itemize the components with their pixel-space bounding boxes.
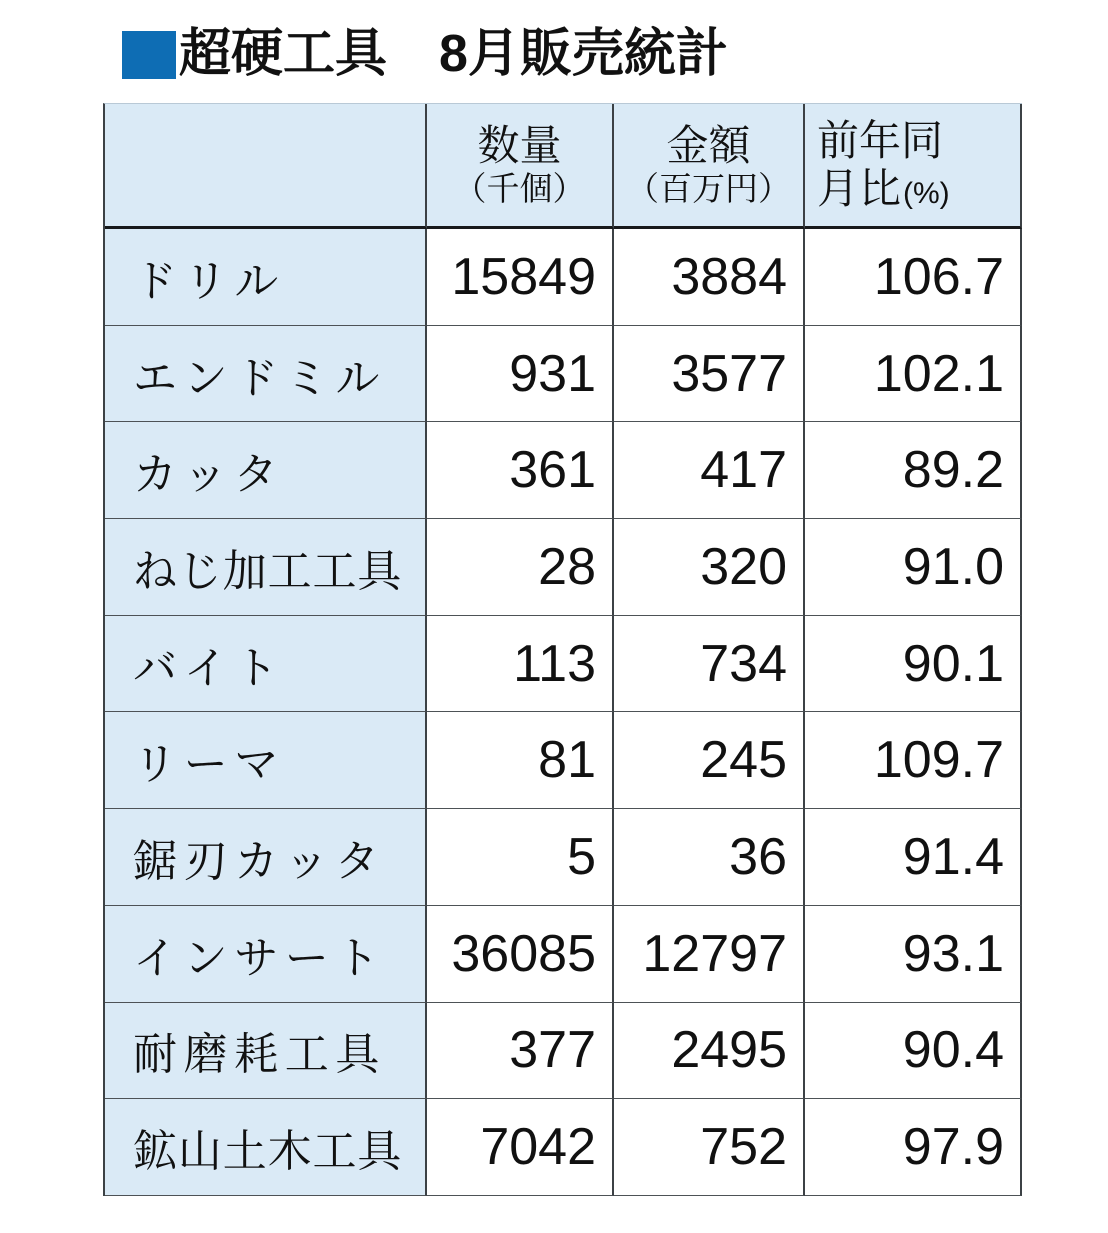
header-amount-label: 金額 bbox=[666, 121, 751, 169]
header-product-column bbox=[105, 104, 427, 229]
sales-statistics-table bbox=[103, 103, 1022, 1196]
yoy-cell: 91.0 bbox=[805, 519, 1022, 616]
yoy-cell: 90.1 bbox=[805, 616, 1022, 713]
quantity-cell: 36085 bbox=[427, 906, 614, 1003]
amount-cell: 417 bbox=[614, 422, 805, 519]
yoy-cell: 106.7 bbox=[805, 229, 1022, 326]
product-label: カッタ bbox=[105, 422, 427, 519]
product-label: バイト bbox=[105, 616, 427, 713]
header-yoy-unit: (%) bbox=[903, 177, 950, 210]
page-title-row bbox=[122, 26, 728, 83]
product-label: 鋸刃カッタ bbox=[105, 809, 427, 906]
yoy-cell: 93.1 bbox=[805, 906, 1022, 1003]
header-yoy-label-line1: 前年同 bbox=[817, 116, 944, 164]
amount-cell: 36 bbox=[614, 809, 805, 906]
header-amount-unit: （百万円） bbox=[626, 170, 791, 208]
amount-cell: 245 bbox=[614, 712, 805, 809]
product-label: 耐磨耗工具 bbox=[105, 1003, 427, 1100]
yoy-cell: 102.1 bbox=[805, 326, 1022, 423]
product-label: ねじ加工工具 bbox=[105, 519, 427, 616]
yoy-cell: 97.9 bbox=[805, 1099, 1022, 1196]
amount-cell: 320 bbox=[614, 519, 805, 616]
title-accent-square-icon bbox=[122, 31, 176, 79]
yoy-cell: 109.7 bbox=[805, 712, 1022, 809]
product-label: インサート bbox=[105, 906, 427, 1003]
header-quantity-unit: （千個） bbox=[453, 170, 586, 208]
header-amount bbox=[614, 104, 805, 229]
product-label: ドリル bbox=[105, 229, 427, 326]
quantity-cell: 28 bbox=[427, 519, 614, 616]
quantity-cell: 81 bbox=[427, 712, 614, 809]
product-label: 鉱山土木工具 bbox=[105, 1099, 427, 1196]
product-label: リーマ bbox=[105, 712, 427, 809]
quantity-cell: 7042 bbox=[427, 1099, 614, 1196]
quantity-cell: 113 bbox=[427, 616, 614, 713]
header-yoy bbox=[805, 104, 1022, 229]
yoy-cell: 91.4 bbox=[805, 809, 1022, 906]
product-label: エンドミル bbox=[105, 326, 427, 423]
quantity-cell: 361 bbox=[427, 422, 614, 519]
yoy-cell: 89.2 bbox=[805, 422, 1022, 519]
quantity-cell: 5 bbox=[427, 809, 614, 906]
header-quantity bbox=[427, 104, 614, 229]
amount-cell: 752 bbox=[614, 1099, 805, 1196]
amount-cell: 12797 bbox=[614, 906, 805, 1003]
quantity-cell: 377 bbox=[427, 1003, 614, 1100]
amount-cell: 3884 bbox=[614, 229, 805, 326]
page-title: 超硬工具 8月販売統計 bbox=[179, 25, 728, 83]
header-quantity-label: 数量 bbox=[477, 121, 562, 169]
header-yoy-label-line2 bbox=[817, 165, 950, 213]
amount-cell: 734 bbox=[614, 616, 805, 713]
quantity-cell: 931 bbox=[427, 326, 614, 423]
amount-cell: 3577 bbox=[614, 326, 805, 423]
header-yoy-label2: 月比 bbox=[817, 165, 902, 212]
yoy-cell: 90.4 bbox=[805, 1003, 1022, 1100]
quantity-cell: 15849 bbox=[427, 229, 614, 326]
amount-cell: 2495 bbox=[614, 1003, 805, 1100]
